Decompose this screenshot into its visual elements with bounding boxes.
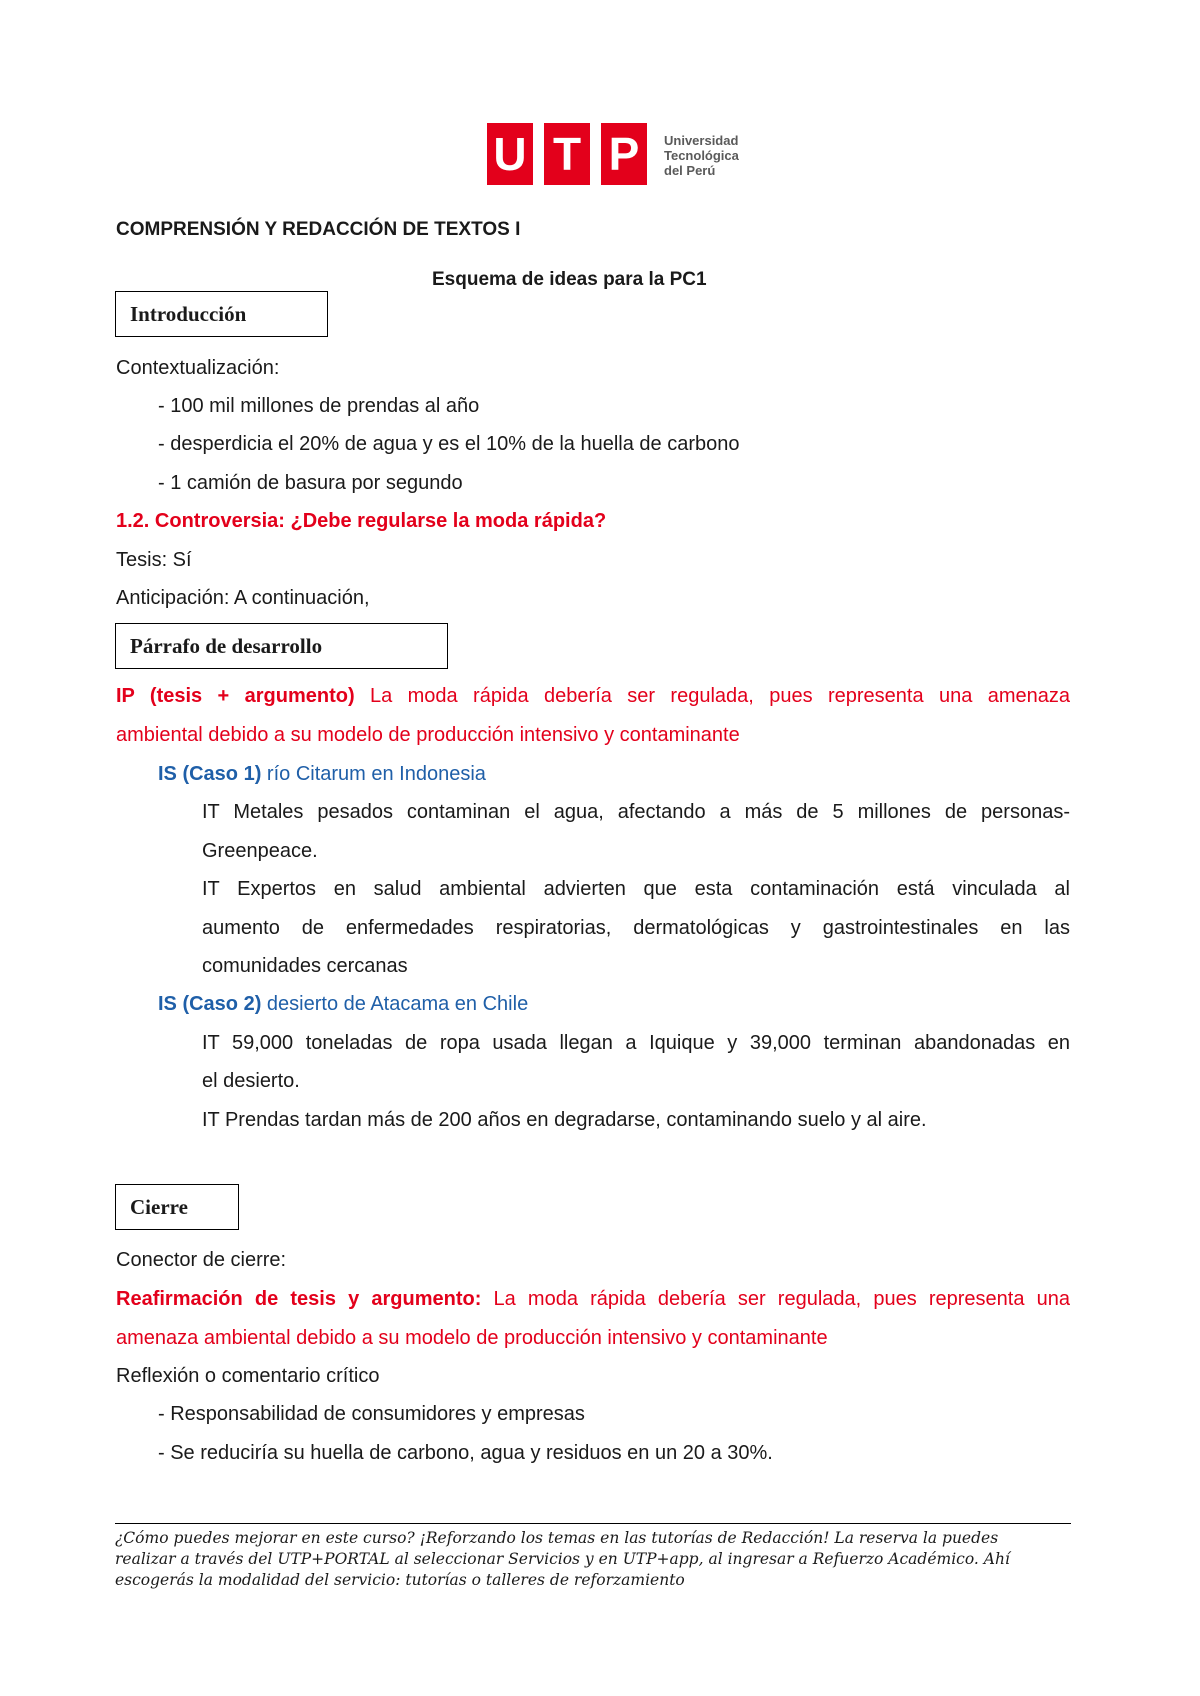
closing-bullet: - Se reduciría su huella de carbono, agua y residuos en un 20 a 30%. (158, 1442, 773, 1464)
case1-heading (158, 762, 486, 786)
case1-it2-line-2: aumento de enfermedades respiratorias, dermatológicas y gastrointestinales en las (202, 917, 1070, 939)
contextualization-label: Contextualización: (116, 357, 280, 379)
ip-line-1 (116, 684, 1070, 708)
footer-divider (115, 1523, 1071, 1524)
closing-connector: Conector de cierre: (116, 1249, 287, 1271)
intro-bullet: - 100 mil millones de prendas al año (158, 395, 480, 417)
case1-label: IS (Caso 1) (158, 763, 262, 785)
controversy: 1.2. Controversia: ¿Debe regularse la moda rápida? (116, 510, 607, 532)
intro-bullet: - 1 camión de basura por segundo (158, 472, 463, 494)
section-box-cierre (115, 1184, 239, 1230)
intro-bullet: - desperdicia el 20% de agua y es el 10% de la huella de carbono (158, 433, 740, 455)
case2-it1-line-2: el desierto. (202, 1070, 300, 1092)
case1-it2-line-3: comunidades cercanas (202, 955, 408, 977)
footer-note (115, 1528, 1071, 1591)
thesis: Tesis: Sí (116, 549, 192, 571)
ip-line-2: ambiental debido a su modelo de producción intensivo y contaminante (116, 724, 740, 746)
schema-title: Esquema de ideas para la PC1 (432, 269, 707, 290)
footer-line: ¿Cómo puedes mejorar en este curso? ¡Reforzando los temas en las tutorías de Redacción! La reserva la puedes (115, 1529, 999, 1547)
case1-it1-line-2: Greenpeace. (202, 840, 318, 862)
course-title: COMPRENSIÓN Y REDACCIÓN DE TEXTOS I (116, 219, 521, 240)
logo-letter-t: T (552, 128, 582, 180)
case1-it1-line-1: IT Metales pesados contaminan el agua, afectando a más de 5 millones de personas- (202, 801, 1070, 823)
reaffirm-line-1 (116, 1287, 1070, 1311)
anticipation: Anticipación: A continuación, (116, 587, 370, 609)
ip-label: IP (tesis + argumento) (116, 685, 355, 707)
reaffirm-text: La moda rápida debería ser regulada, pues representa una (481, 1288, 1070, 1310)
case2-it2: IT Prendas tardan más de 200 años en degradarse, contaminando suelo y al aire. (202, 1109, 927, 1131)
logo-letter-p: P (608, 128, 640, 180)
logo-text-line: Universidad (664, 133, 739, 148)
section-box-introduccion (115, 291, 328, 337)
section-box-label: Párrafo de desarrollo (130, 633, 323, 658)
section-box-desarrollo (115, 623, 448, 669)
logo-letter-u: U (493, 128, 527, 180)
case1-text: río Citarum en Indonesia (261, 763, 486, 785)
case2-heading (158, 992, 528, 1016)
logo-text (664, 133, 739, 178)
reaffirm-label: Reafirmación de tesis y argumento: (116, 1288, 482, 1310)
closing-bullet: - Responsabilidad de consumidores y empresas (158, 1403, 585, 1425)
case2-it1-line-1: IT 59,000 toneladas de ropa usada llegan a Iquique y 39,000 terminan abandonadas en (202, 1032, 1070, 1054)
reaffirm-line-2: amenaza ambiental debido a su modelo de producción intensivo y contaminante (116, 1327, 828, 1349)
footer-line: realizar a través del UTP+PORTAL al seleccionar Servicios y en UTP+app, al ingresar a Refuerzo Académico. Ahí (115, 1550, 1010, 1568)
case1-it2-line-1: IT Expertos en salud ambiental advierten que esta contaminación está vinculada al (202, 878, 1070, 900)
logo-text-line: Tecnológica (664, 148, 739, 163)
ip-text: La moda rápida debería ser regulada, pues representa una amenaza (354, 685, 1070, 707)
logo-text-line: del Perú (664, 163, 716, 178)
footer-line: escogerás la modalidad del servicio: tutorías o talleres de reforzamiento (115, 1571, 685, 1589)
case2-text: desierto de Atacama en Chile (261, 993, 529, 1015)
section-box-label: Cierre (130, 1194, 188, 1219)
utp-logo (487, 123, 745, 189)
reflection-label: Reflexión o comentario crítico (116, 1365, 380, 1387)
section-box-label: Introducción (130, 301, 247, 326)
case2-label: IS (Caso 2) (158, 993, 262, 1015)
